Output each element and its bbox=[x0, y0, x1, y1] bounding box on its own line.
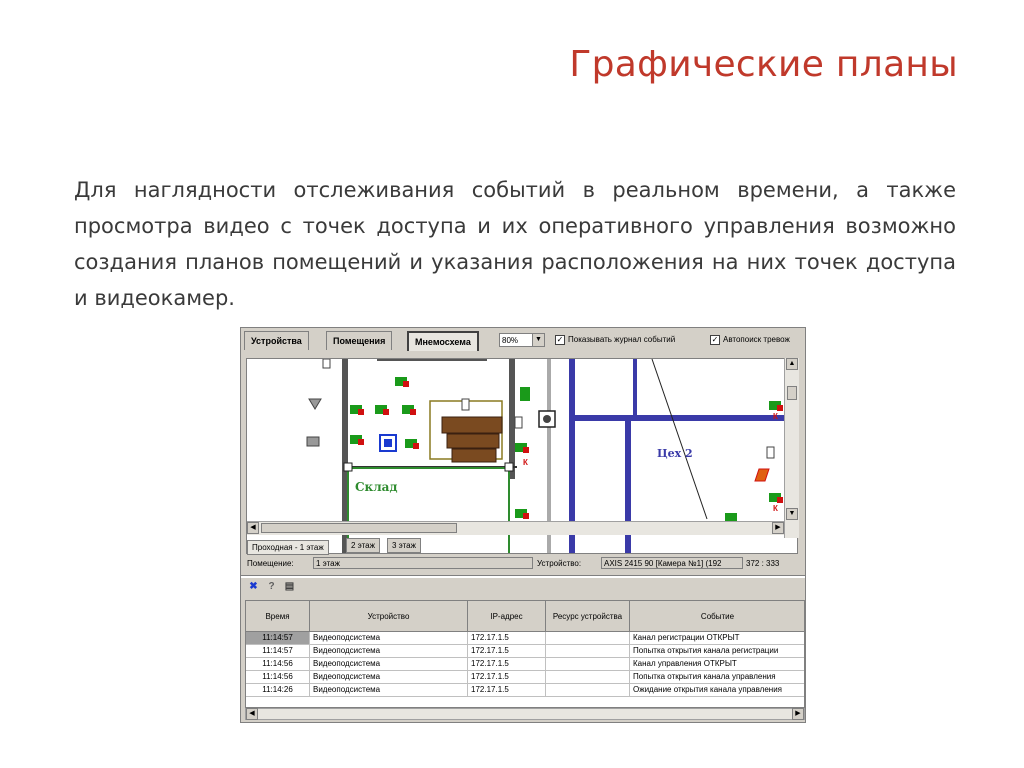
scroll-left-icon[interactable]: ◀ bbox=[247, 522, 259, 534]
zoom-select[interactable] bbox=[499, 333, 545, 347]
tab-floor-1[interactable]: Проходная - 1 этаж bbox=[247, 540, 329, 555]
reader-icon[interactable] bbox=[462, 399, 469, 410]
show-log-checkbox[interactable] bbox=[555, 335, 675, 345]
cell-device: Видеоподсистема bbox=[310, 671, 468, 684]
checkmark-icon: ✓ bbox=[556, 335, 564, 344]
video-camera-icon[interactable] bbox=[307, 437, 319, 446]
export-icon[interactable]: ▤ bbox=[284, 581, 295, 592]
scroll-right-icon[interactable]: ▶ bbox=[772, 522, 784, 534]
table-header bbox=[246, 601, 805, 632]
table-row[interactable] bbox=[246, 684, 805, 697]
column-header-resource[interactable]: Ресурс устройства bbox=[546, 601, 630, 632]
camera-icon[interactable] bbox=[769, 493, 783, 503]
cell-resource bbox=[546, 671, 630, 684]
camera-icon[interactable] bbox=[405, 439, 419, 449]
reader-icon[interactable] bbox=[515, 417, 522, 428]
cell-time: 11:14:56 bbox=[246, 658, 310, 671]
help-icon[interactable]: ? bbox=[268, 581, 275, 592]
table-row[interactable] bbox=[246, 658, 805, 671]
cell-ip: 172.17.1.5 bbox=[468, 658, 546, 671]
cell-time: 11:14:26 bbox=[246, 684, 310, 697]
turnstile-icon[interactable] bbox=[520, 387, 530, 401]
checkmark-icon: ✓ bbox=[711, 335, 719, 344]
autosearch-label: Автопоиск тревож bbox=[723, 335, 790, 345]
cell-ip: 172.17.1.5 bbox=[468, 684, 546, 697]
camera-icon[interactable] bbox=[350, 435, 364, 445]
cell-event: Канал регистрации ОТКРЫТ bbox=[630, 632, 805, 645]
scroll-right-icon[interactable]: ▶ bbox=[792, 708, 804, 720]
cell-event: Попытка открытия канала управления bbox=[630, 671, 805, 684]
cell-event: Канал управления ОТКРЫТ bbox=[630, 658, 805, 671]
cell-time: 11:14:57 bbox=[246, 632, 310, 645]
scroll-thumb[interactable] bbox=[261, 523, 457, 533]
marker-letter: К bbox=[523, 458, 528, 467]
cell-device: Видеоподсистема bbox=[310, 684, 468, 697]
camera-icon[interactable] bbox=[515, 443, 529, 453]
tab-rooms[interactable]: Помещения bbox=[326, 331, 392, 350]
cell-resource bbox=[546, 658, 630, 671]
slide-body-text: Для наглядности отслеживания событий в реальном времени, а также просмотра видео с точек доступа и их оперативного управления возможно создания планов помещений и указания расположения на них точек доступа и видеокамер. bbox=[74, 178, 956, 310]
slide-title: Графические планы bbox=[569, 44, 958, 85]
cell-resource bbox=[546, 645, 630, 658]
plan-wall bbox=[509, 359, 515, 479]
camera-icon[interactable] bbox=[402, 405, 416, 415]
cell-resource bbox=[546, 632, 630, 645]
room-field: 1 этаж bbox=[313, 557, 533, 569]
autosearch-checkbox[interactable] bbox=[710, 335, 790, 345]
cell-ip: 172.17.1.5 bbox=[468, 632, 546, 645]
table-row[interactable] bbox=[246, 671, 805, 684]
cell-ip: 172.17.1.5 bbox=[468, 645, 546, 658]
zoom-value: 80% bbox=[502, 336, 519, 345]
map-horizontal-scrollbar[interactable] bbox=[247, 521, 784, 535]
room-label: Помещение: bbox=[247, 559, 294, 568]
reader-icon[interactable] bbox=[767, 447, 774, 458]
table-row[interactable] bbox=[246, 645, 805, 658]
device-field: AXIS 2415 90 [Камера №1] (192 bbox=[601, 557, 743, 569]
scroll-left-icon[interactable]: ◀ bbox=[246, 708, 258, 720]
scroll-thumb[interactable] bbox=[787, 386, 797, 400]
column-header-ip[interactable]: IP-адрес bbox=[468, 601, 546, 632]
scroll-up-icon[interactable]: ▲ bbox=[786, 358, 798, 370]
tab-mnemoscheme[interactable]: Мнемосхема bbox=[407, 331, 479, 351]
tab-devices[interactable]: Устройства bbox=[244, 331, 309, 350]
map-vertical-scrollbar[interactable] bbox=[784, 358, 799, 538]
camera-icon[interactable] bbox=[375, 405, 389, 415]
show-log-label: Показывать журнал событий bbox=[568, 335, 676, 345]
device-label: Устройство: bbox=[537, 559, 582, 568]
toolbar bbox=[241, 328, 806, 352]
column-header-time[interactable]: Время bbox=[246, 601, 310, 632]
camera-icon[interactable] bbox=[350, 405, 364, 415]
table-row[interactable] bbox=[246, 632, 805, 645]
column-header-event[interactable]: Событие bbox=[630, 601, 805, 632]
chevron-down-icon[interactable]: ▼ bbox=[532, 334, 544, 346]
reader-icon[interactable] bbox=[323, 359, 330, 368]
room-label-tsekh: Цех 2 bbox=[657, 447, 693, 460]
cell-time: 11:14:57 bbox=[246, 645, 310, 658]
table-horizontal-scrollbar[interactable] bbox=[245, 708, 805, 720]
coords-readout: 372 : 333 bbox=[746, 559, 780, 568]
cell-device: Видеоподсистема bbox=[310, 645, 468, 658]
app-window bbox=[240, 327, 806, 723]
marker-letter: К bbox=[773, 412, 778, 421]
cell-ip: 172.17.1.5 bbox=[468, 671, 546, 684]
panel-divider[interactable] bbox=[241, 575, 806, 578]
cell-event: Ожидание открытия канала управления bbox=[630, 684, 805, 697]
clear-events-icon[interactable]: ✖ bbox=[249, 581, 258, 592]
camera-icon[interactable] bbox=[395, 377, 409, 387]
room-label-sklad: Склад bbox=[355, 480, 398, 494]
cell-device: Видеоподсистема bbox=[310, 632, 468, 645]
alarm-icon[interactable] bbox=[755, 469, 769, 481]
cell-device: Видеоподсистема bbox=[310, 658, 468, 671]
marker-letter: К bbox=[773, 504, 778, 513]
sensor-icon[interactable] bbox=[309, 399, 321, 409]
camera-icon[interactable] bbox=[769, 401, 783, 411]
event-log-table[interactable] bbox=[245, 600, 805, 708]
column-header-device[interactable]: Устройство bbox=[310, 601, 468, 632]
scroll-down-icon[interactable]: ▼ bbox=[786, 508, 798, 520]
info-bar bbox=[245, 556, 801, 572]
cell-time: 11:14:56 bbox=[246, 671, 310, 684]
tab-floor-3[interactable]: 3 этаж bbox=[387, 538, 421, 553]
camera-icon[interactable] bbox=[515, 509, 529, 519]
cell-resource bbox=[546, 684, 630, 697]
tab-floor-2[interactable]: 2 этаж bbox=[346, 538, 380, 553]
cell-event: Попытка открытия канала регистрации bbox=[630, 645, 805, 658]
